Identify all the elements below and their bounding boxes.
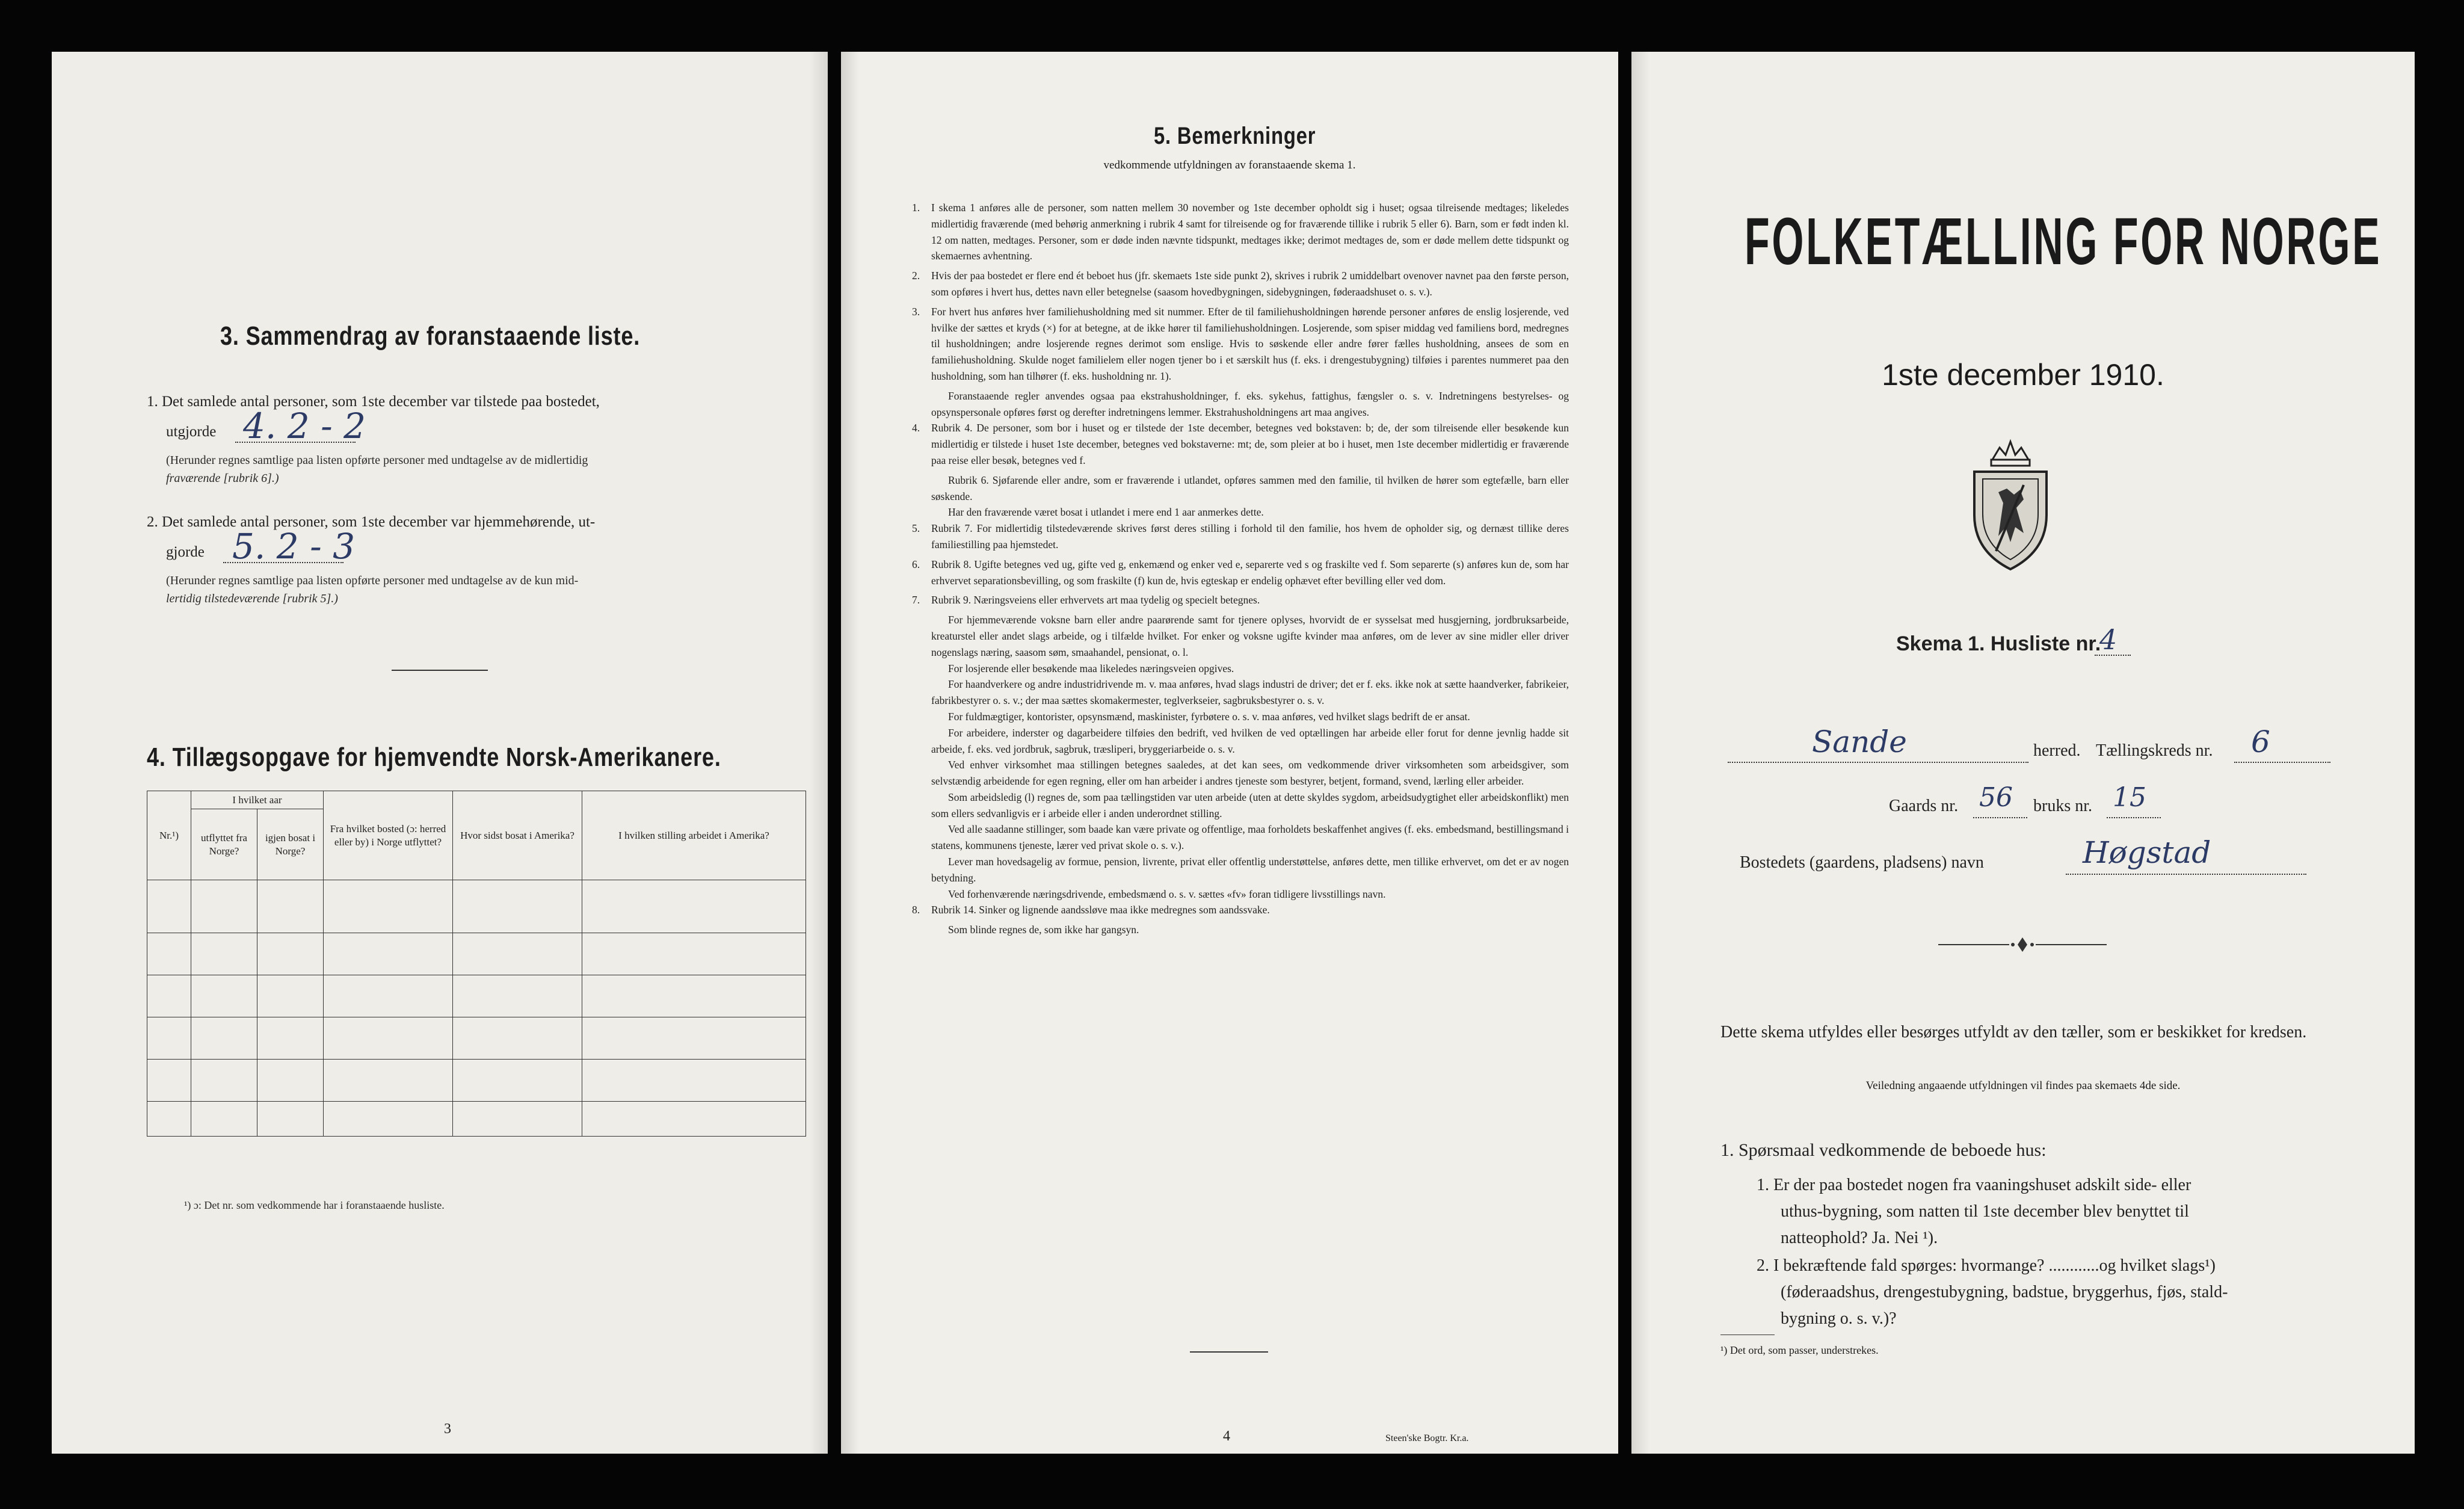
bemerkning-text: Som blinde regnes de, som ikke har gangsyn. xyxy=(948,924,1139,936)
item1-note1: (Herunder regnes samtlige paa listen opførte personer med undtagelse av de midlertidig xyxy=(166,454,588,467)
page-left xyxy=(52,52,828,1454)
bemerkning-text: Har den fraværende været bosat i utlandet i mere end 1 aar anmerkes dette. xyxy=(948,506,1264,519)
bemerkning-item xyxy=(912,420,1569,468)
gaards-label: Gaards nr. xyxy=(1889,797,1959,815)
bemerkning-text: Ved enhver virksomhet maa stillingen betegnes saaledes, at det kan sees, om vedkommende driver virksomheten som arbeidsgiver, som selvstændig arbeidende for egen regning, eller om han arbeider i andres tjeneste som bestyrer, betjent, formand, svend, lærling eller arbeider. xyxy=(931,759,1569,788)
item1-line2: utgjorde xyxy=(166,424,217,440)
bemerkning-text: Foranstaaende regler anvendes ogsaa paa ekstrahusholdninger, f. eks. sykehus, fattighus, fængsler o. s. v. Indretningens bestyrelses- og opsynspersonale opføres først og derefter indretningens lemmer. Ekstrahusholdningens art maa angives. xyxy=(931,389,1569,418)
bemerkning-text: I skema 1 anføres alle de personer, som natten mellem 30 november og 1ste december opholdt sig i huset; ogsaa tilreisende medtages; likeledes midlertidig fraværende (med behørig anmerkning i rubrik 4 samt for tilreisende og for fraværende tillike i rubrik 5 eller 6). Barn, som er født inden kl. 12 om natten, medtages. Personer, som er døde inden nævnte tidspunkt, medtages ikke; derimot medtages de, som er døde mellem dette tidspunkt og skemaernes avhentning. xyxy=(931,202,1569,262)
bemerkning-text: For hjemmeværende voksne barn eller andre paarørende samt for tjenere oplyses, hvorvidt de er sysselsat med husgjerning, jordbruksarbeide, kreaturstel eller andet slags arbeide, og i tilfælde hvilket. For enker og voksne ugifte kvinder maa anføres, om de lever av sine midler eller driver nogenslags næring, saasom søm, smaahandel, pensionat, o. l. xyxy=(931,614,1569,658)
page-fold-shadow xyxy=(1631,52,1649,1454)
bemerkning-number: 7. xyxy=(912,594,920,606)
ornament-divider-icon xyxy=(1938,936,2107,954)
herred-dotted xyxy=(1728,762,2028,763)
bruks-label: bruks nr. xyxy=(2033,797,2092,815)
col-fra-bosted: Fra hvilket bosted (ɔ: herred eller by) i Norge utflyttet? xyxy=(324,791,453,880)
item1-note2: fraværende [rubrik 6].) xyxy=(166,472,279,485)
bemerkning-text: Lever man hovedsagelig av formue, pension, livrente, privat eller offentlig understøttelse, anføres dette, men tillike erhvervet, om det er av nogen betydning. xyxy=(931,856,1569,884)
divider xyxy=(1190,1351,1268,1353)
question1-line3: natteophold? Ja. Nei ¹). xyxy=(1781,1229,1938,1247)
gaards-dotted xyxy=(1973,817,2027,818)
bemerkning-text: Som arbeidsledig (l) regnes de, som paa tællingstiden var uten arbeide (uten at dette skyldes sygdom, arbeidsudygtighet eller arbeidskonflikt) men som ellers sedvanligvis er i arbeide eller i anden underordnet stilling. xyxy=(931,791,1569,819)
printer-credit: Steen'ske Bogtr. Kr.a. xyxy=(1385,1433,1469,1443)
bemerkning-number: 3. xyxy=(912,305,920,318)
bemerkning-number: 6. xyxy=(912,558,920,570)
bemerkning-item xyxy=(931,886,1569,903)
page-middle xyxy=(841,52,1618,1454)
bemerkning-number: 2. xyxy=(912,270,920,282)
bosted-handwritten: Høgstad xyxy=(2083,835,2211,870)
section3-title: 3. Sammendrag av foranstaaende liste. xyxy=(220,321,641,351)
table-row xyxy=(147,1017,806,1060)
question1-line2: uthus-bygning, som natten til 1ste december blev benyttet til xyxy=(1781,1202,2189,1221)
bemerkning-item xyxy=(931,709,1569,725)
bemerkning-text: Ved forhenværende næringsdrivende, embedsmænd o. s. v. sættes «fv» foran tidligere livsstillings navn. xyxy=(948,887,1386,900)
bosted-label: Bostedets (gaardens, pladsens) navn xyxy=(1740,853,1984,872)
bemerkning-item xyxy=(912,592,1569,608)
bemerkning-item xyxy=(931,472,1569,505)
bemerkning-text: For fuldmægtiger, kontorister, opsynsmænd, maskinister, fyrbøtere o. s. v. maa anføres, ved hvilket slags bedrift de er ansat. xyxy=(948,710,1470,723)
bemerkning-number: 1. xyxy=(912,202,920,214)
bemerkning-item xyxy=(912,520,1569,553)
col-nr: Nr.¹) xyxy=(147,791,191,880)
item2-handwritten: 5. 2 - 3 xyxy=(232,526,356,567)
bemerkning-item xyxy=(931,388,1569,421)
questions-title: 1. Spørsmaal vedkommende de beboede hus: xyxy=(1720,1140,2047,1160)
bemerkning-text: Rubrik 6. Sjøfarende eller andre, som er fraværende i utlandet, opføres sammen med den familie, til hvilken de hører som egtefælle, barn eller søskende. xyxy=(931,474,1569,502)
bemerkninger-subtitle: vedkommende utfyldningen av foranstaaende skema 1. xyxy=(1103,159,1356,171)
kreds-dotted xyxy=(2234,762,2330,763)
col-sidst-bosat: Hvor sidst bosat i Amerika? xyxy=(453,791,582,880)
bemerkning-item xyxy=(912,200,1569,264)
question1-line1: 1. Er der paa bostedet nogen fra vaaningshuset adskilt side- eller xyxy=(1757,1176,2191,1194)
item1-handwritten: 4. 2 - 2 xyxy=(243,406,366,446)
bemerkning-item xyxy=(912,304,1569,384)
bemerkning-item xyxy=(931,854,1569,886)
bemerkning-item xyxy=(931,612,1569,660)
main-title: FOLKETÆLLING FOR NORGE xyxy=(1745,205,2382,279)
bemerkning-text: For losjerende eller besøkende maa likeledes næringsveien opgives. xyxy=(948,662,1234,674)
bemerkning-text: Ved alle saadanne stillinger, som baade kan være private og offentlige, maa forholdets beskaffenhet angives (f. eks. embedsmand, bestillingsmand i statens, kommunens tjeneste, lærer ved privat skole o. s. v.). xyxy=(931,823,1569,852)
table-row xyxy=(147,1060,806,1102)
skema-label: Skema 1. Husliste nr. xyxy=(1896,632,2101,655)
bemerkning-item xyxy=(912,902,1569,918)
bemerkning-item xyxy=(931,676,1569,709)
question2-line3: bygning o. s. v.)? xyxy=(1781,1309,1897,1328)
bemerkning-number: 8. xyxy=(912,904,920,916)
bemerkning-number: 5. xyxy=(912,522,920,535)
herred-label: herred. xyxy=(2033,741,2081,760)
page-fold-shadow xyxy=(810,52,828,1454)
bemerkning-item xyxy=(912,268,1569,300)
bemerkning-item xyxy=(931,821,1569,854)
bemerkning-item xyxy=(931,725,1569,758)
bemerkning-text: Hvis der paa bostedet er flere end ét beboet hus (jfr. skemaets 1ste side punkt 2), skrives i rubrik 2 umiddelbart ovenover navnet paa den første person, som opføres i hvert hus, dettes navn eller betegnelse (saasom hovedbygningen, sidebygningen, føderaadshuset o. s. v.). xyxy=(931,270,1569,298)
census-date: 1ste december 1910. xyxy=(1882,358,2164,392)
section4-title: 4. Tillægsopgave for hjemvendte Norsk-Amerikanere. xyxy=(147,742,721,772)
table-footnote: ¹) ɔ: Det nr. som vedkommende har i foranstaaende husliste. xyxy=(184,1199,445,1211)
col-stilling: I hvilken stilling arbeidet i Amerika? xyxy=(582,791,806,880)
bemerkning-item xyxy=(912,557,1569,589)
question2-line1: 2. I bekræftende fald spørges: hvormange? ............og hvilket slags¹) xyxy=(1757,1256,2216,1275)
table-row xyxy=(147,880,806,933)
right-footnote: ¹) Det ord, som passer, understrekes. xyxy=(1720,1344,1879,1356)
bemerkning-text: Rubrik 9. Næringsveiens eller erhvervets art maa tydelig og specielt betegnes. xyxy=(931,594,1260,606)
husliste-nr-handwritten: 4 xyxy=(2099,623,2118,656)
item1-line1: 1. Det samlede antal personer, som 1ste december var tilstede paa bostedet, xyxy=(147,393,600,410)
norsk-amerikaner-table xyxy=(147,791,806,1137)
bemerkninger-list xyxy=(912,200,1569,938)
table-row xyxy=(147,933,806,975)
page-number-middle: 4 xyxy=(1223,1428,1230,1444)
instruction-note: Veiledning angaaende utfyldningen vil findes paa skemaets 4de side. xyxy=(1865,1079,2181,1092)
table-row xyxy=(147,975,806,1017)
bemerkning-text: Rubrik 8. Ugifte betegnes ved ug, gifte ved g, enkemænd og enker ved e, separerte ved s og fraskilte ved f. Som separerte (s) anføres kun de, som har erhvervet separationsbevilling, og som fraskilte (f) kun de, hvis egteskap er endelig ophævet efter bevilling eller ved dom. xyxy=(931,558,1569,587)
item2-line2: gjorde xyxy=(166,544,205,560)
col-year-group: I hvilket aar xyxy=(191,791,324,809)
bruks-dotted xyxy=(2107,817,2161,818)
bosted-dotted xyxy=(2066,874,2306,875)
bemerkning-item xyxy=(931,757,1569,789)
bemerkning-item xyxy=(931,661,1569,677)
bemerkning-text: Rubrik 14. Sinker og lignende aandssløve maa ikke medregnes som aandssvake. xyxy=(931,904,1270,916)
question2-line2: (føderaadshus, drengestubygning, badstue, bryggerhus, fjøs, stald- xyxy=(1781,1283,2228,1301)
divider xyxy=(392,670,488,671)
bemerkning-item xyxy=(931,789,1569,822)
page-number-left: 3 xyxy=(444,1421,451,1437)
col-igjen: igjen bosat i Norge? xyxy=(257,809,324,880)
col-utflyttet: utflyttet fra Norge? xyxy=(191,809,257,880)
bruks-handwritten: 15 xyxy=(2113,782,2146,813)
herred-handwritten: Sande xyxy=(1812,724,1907,759)
bemerkning-text: Rubrik 7. For midlertidig tilstedeværende skrives først deres stilling i forhold til den familie, hos hvem de opholder sig, og dernæst tillike deres familiestilling paa hjemstedet. xyxy=(931,522,1569,551)
item2-note1: (Herunder regnes samtlige paa listen opførte personer med undtagelse av de kun mid- xyxy=(166,574,579,587)
bemerkning-text: For haandverkere og andre industridrivende m. v. maa anføres, hvad slags industri de driver; det er f. eks. ikke nok at sætte haandverker, fabrikeier, fabrikbestyrer o. s. v.; der maa sættes skomakermester, teglverkseier, sagbruksbestyrer o. s. v. xyxy=(931,678,1569,707)
bemerkninger-title: 5. Bemerkninger xyxy=(1154,123,1316,149)
table-row xyxy=(147,1102,806,1137)
item2-line1: 2. Det samlede antal personer, som 1ste december var hjemmehørende, ut- xyxy=(147,514,596,530)
bemerkning-text: For arbeidere, inderster og dagarbeidere tilføies den bedrift, ved hvilken de ved optællingen har arbeide eller forut for denne jevnlig hadde sit arbeide, f. eks. ved jordbruk, sagbruk, træsliperi, bryggeriarbeide o. s. v. xyxy=(931,726,1569,755)
kreds-label: Tællingskreds nr. xyxy=(2096,741,2213,760)
bemerkning-text: For hvert hus anføres hver familiehusholdning med sit nummer. Efter de til familiehusholdningen hørende personer anføres de enslig losjerende, ved hvilke der sættes et kryds (×) for at betegne, at de ikke hører til familiehusholdningen. Losjerende, som spiser middag ved familiens bord, medregnes til husholdningen; andre losjerende regnes derimot som enslige. Hvis to søskende eller andre fører fælles husholdning, ansees de som en familiehusholdning. Skulde noget familielem eller nogen tjener bo i et særskilt hus (f. eks. i drengestubygning) tilføies i parentes nummeret paa den husholdning, som han tilhører (f. eks. husholdning nr. 1). xyxy=(931,305,1569,382)
gaards-handwritten: 56 xyxy=(1979,782,2013,813)
norway-coat-of-arms-icon xyxy=(1956,437,2065,575)
instruction-text: Dette skema utfyldes eller besørges utfyldt av den tæller, som er beskikket for kredsen. xyxy=(1720,1023,2307,1041)
bemerkning-number: 4. xyxy=(912,422,920,434)
bemerkning-item xyxy=(931,922,1569,938)
kreds-handwritten: 6 xyxy=(2251,724,2270,759)
page-fold-shadow xyxy=(841,52,859,1454)
bemerkning-text: Rubrik 4. De personer, som bor i huset og er tilstede der 1ste december, betegnes ved bokstaven: b; de, der som tilreisende eller besøkende kun midlertidig er tilstede i huset 1ste december, betegnes ved bokstaverne: mt; de, som pleier at bo i huset, men 1ste december midlertidig er fraværende paa reise eller besøk, betegnes ved f. xyxy=(931,422,1569,466)
bemerkning-item xyxy=(931,504,1569,520)
page-right xyxy=(1631,52,2415,1454)
item2-note2: lertidig tilstedeværende [rubrik 5].) xyxy=(166,592,338,605)
